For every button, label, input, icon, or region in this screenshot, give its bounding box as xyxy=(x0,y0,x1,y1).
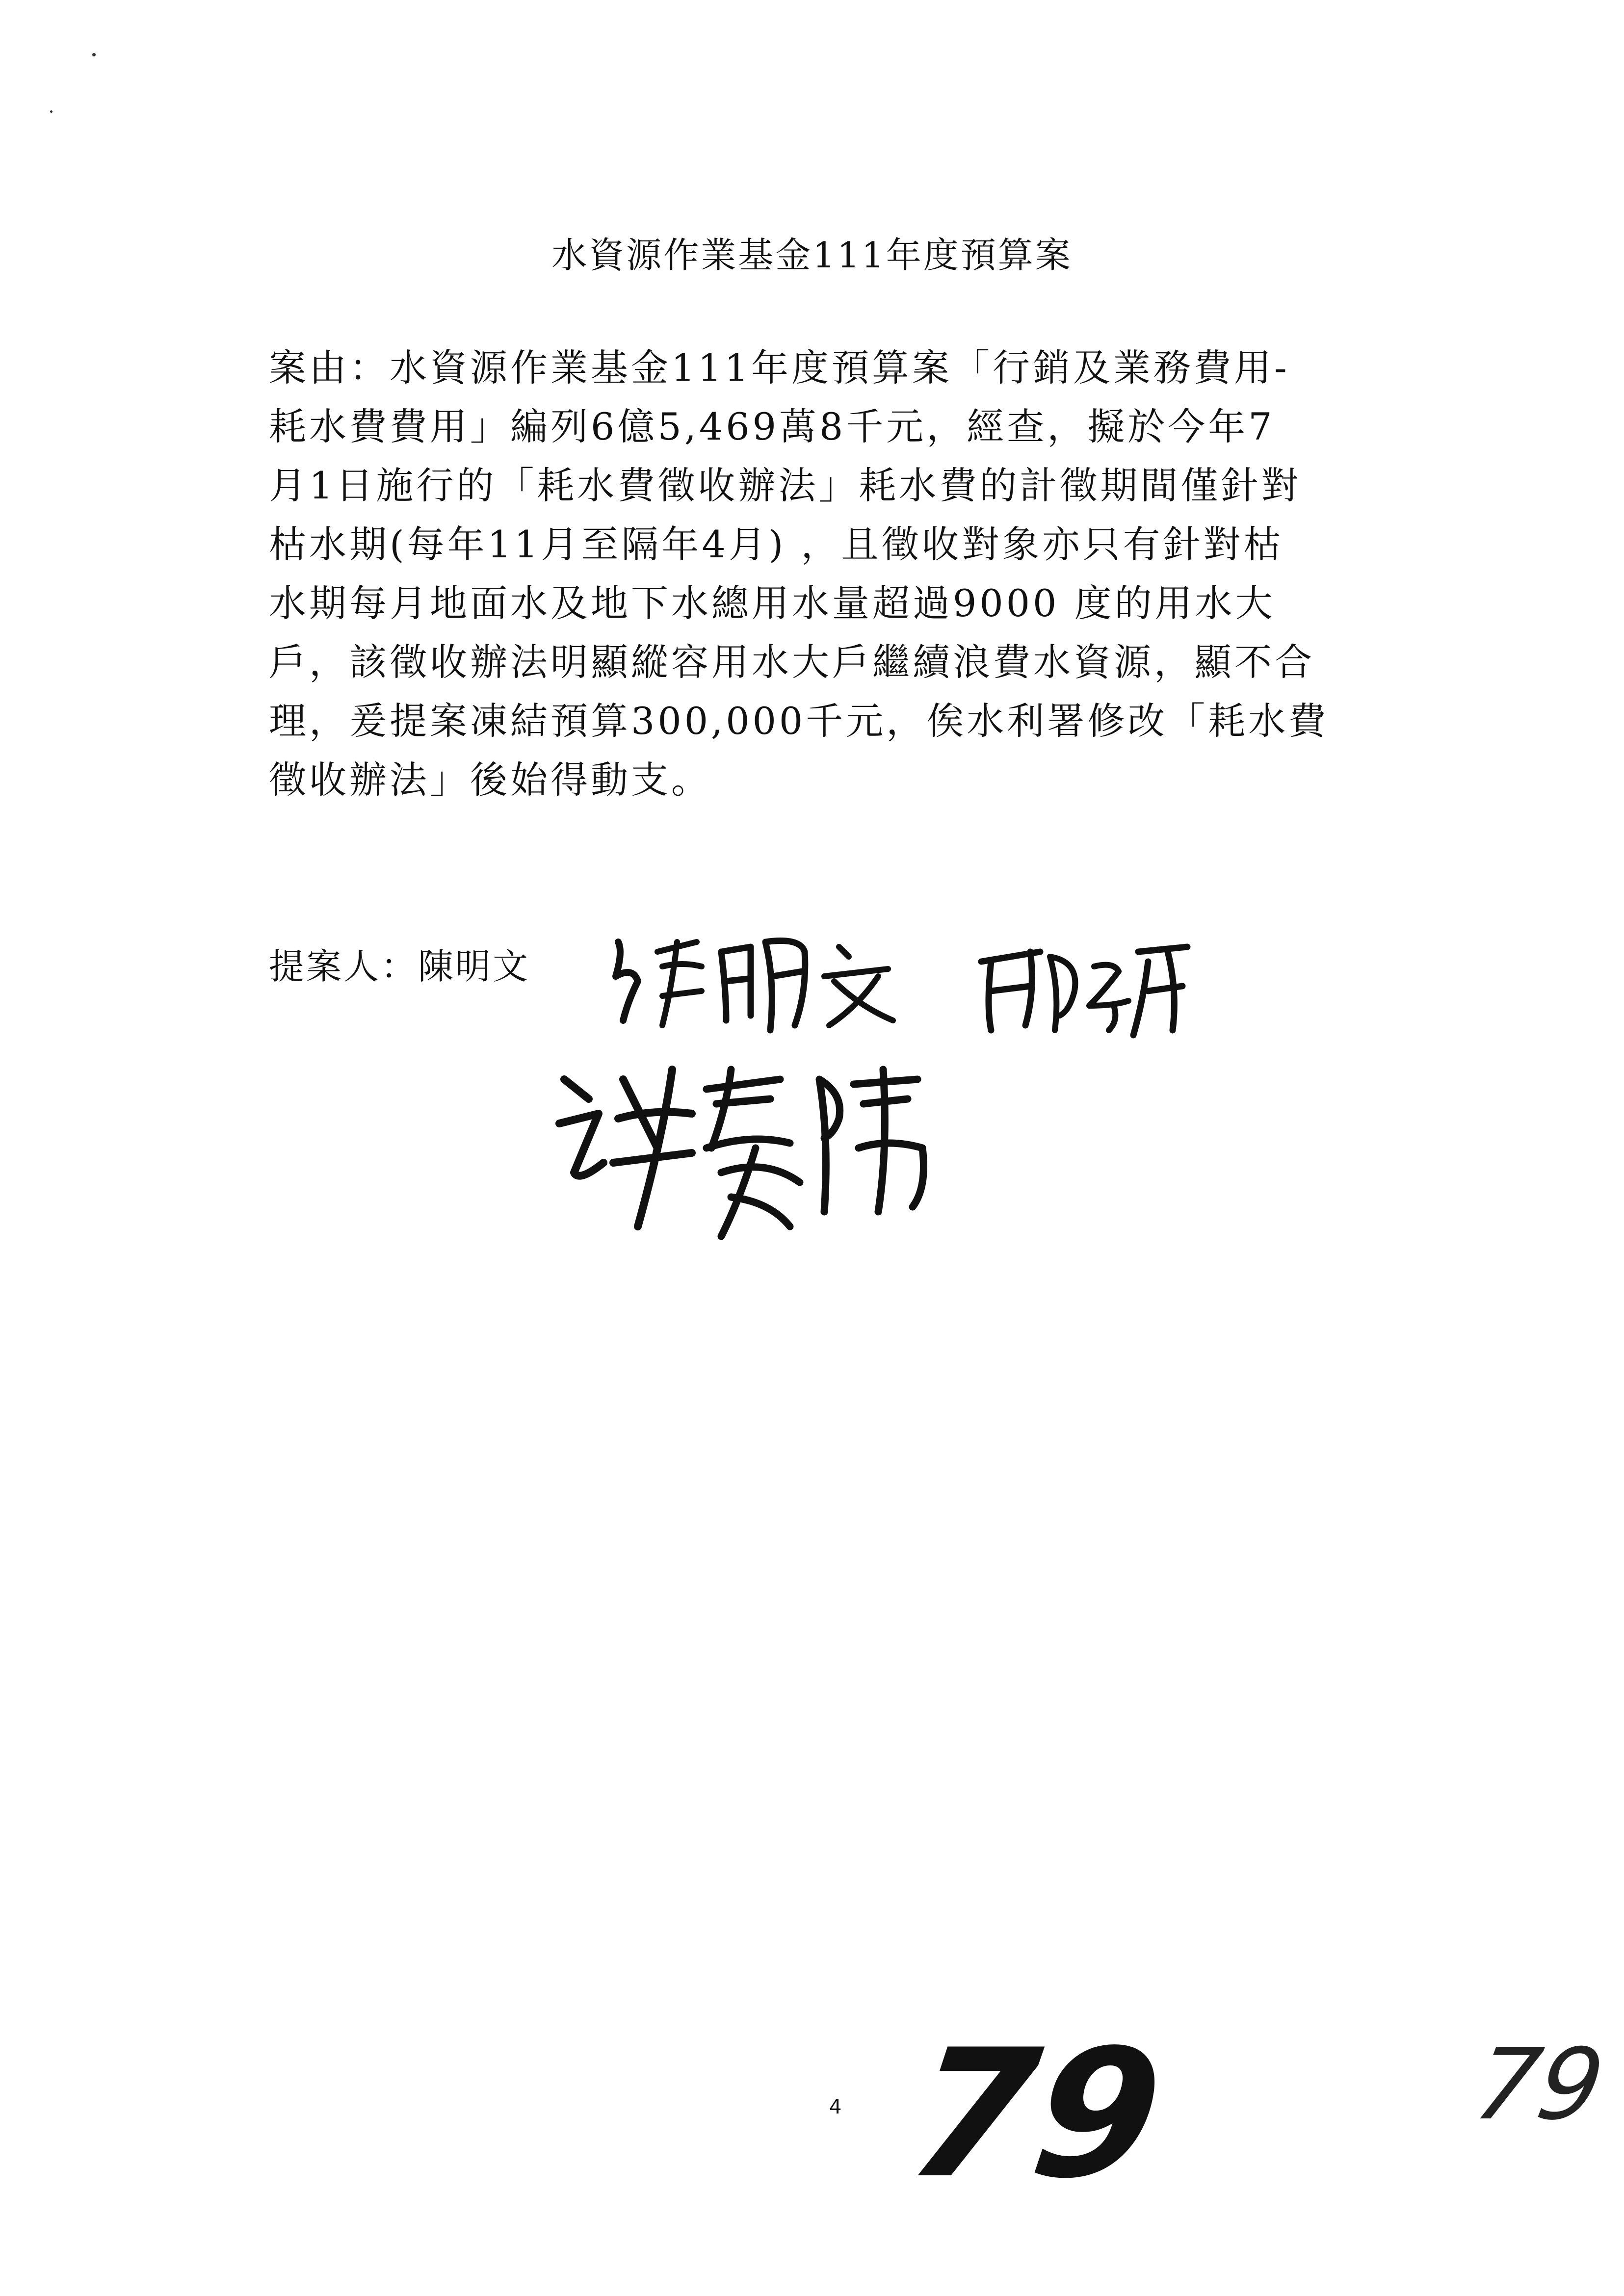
handwritten-corner-number: 79 xyxy=(1467,2028,1612,2142)
body-line: 枯水期(每年11月至隔年4月) ，且徵收對象亦只有針對枯 xyxy=(269,522,1284,566)
body-line: 理，爰提案凍結預算300,000千元，俟水利署修改「耗水費 xyxy=(269,699,1329,743)
signature-2 xyxy=(971,932,1197,1040)
signature-1 xyxy=(603,922,898,1040)
body-line: 耗水費費用」編列6億5,469萬8千元，經查，擬於今年7 xyxy=(269,405,1275,448)
body-line: 月1日施行的「耗水費徵收辦法」耗水費的計徵期間僅針對 xyxy=(269,464,1302,507)
body-line: 水期每月地面水及地下水總用水量超過9000 度的用水大 xyxy=(269,581,1276,625)
body-line: 戶，該徵收辦法明顯縱容用水大戶繼續浪費水資源，顯不合 xyxy=(269,640,1315,684)
body-line: 案由：水資源作業基金111年度預算案「行銷及業務費用- xyxy=(269,346,1290,390)
proposer-label: 提案人：陳明文 xyxy=(269,946,530,987)
scan-speck xyxy=(50,110,52,113)
handwritten-page-number: 79 xyxy=(898,2011,1173,2217)
document-title: 水資源作業基金111年度預算案 xyxy=(551,235,1073,276)
case-description xyxy=(269,339,1407,809)
page-number: 4 xyxy=(829,2096,842,2118)
scan-speck xyxy=(92,53,96,56)
signature-3 xyxy=(545,1050,937,1266)
body-line: 徵收辦法」後始得動支。 xyxy=(269,758,711,802)
